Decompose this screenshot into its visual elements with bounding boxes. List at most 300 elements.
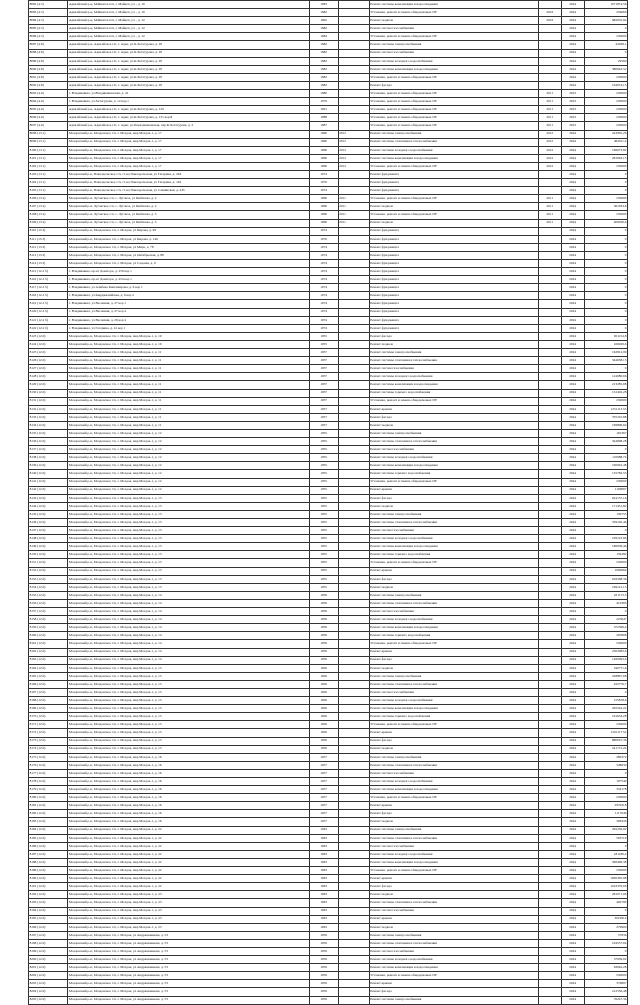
plan-end-year-cell: 2024 — [561, 195, 584, 203]
prior-repair-year-cell — [338, 373, 369, 381]
work-type-cell: Ремонт системы отопления и теплоснабжения — [369, 834, 538, 842]
cost-cell: 0 — [584, 292, 628, 300]
build-year-cell: 1957 — [309, 389, 338, 397]
plan-end-year-cell: 2024 — [561, 187, 584, 195]
plan-start-year-cell — [538, 737, 561, 745]
cost-cell: 230000 — [584, 98, 628, 106]
prior-repair-year-cell — [338, 915, 369, 923]
row-number-cell: 8163 (12.0) — [29, 656, 68, 664]
work-type-cell: Ремонт фундамента — [369, 260, 538, 268]
work-type-cell: Ремонт системы канализации и водоотведения — [369, 462, 538, 470]
plan-end-year-cell: 2023 — [561, 122, 584, 130]
plan-start-year-cell: 2011 — [538, 195, 561, 203]
table-row — [29, 907, 628, 915]
prior-repair-year-cell — [338, 980, 369, 988]
cost-cell: 37639,02 — [584, 956, 628, 964]
row-number-cell: 8153 (12.0) — [29, 575, 68, 583]
plan-start-year-cell — [538, 49, 561, 57]
row-number-cell: 8177 (12.0) — [29, 769, 68, 777]
table-row — [29, 753, 628, 761]
cost-cell: 241715,24 — [584, 745, 628, 753]
cost-cell: 109123,96 — [584, 535, 628, 543]
address-cell: Моздокский р-н, Моздокское г/п, г. Моздок, мкр Моздок-1, д. 12 — [68, 454, 309, 462]
build-year-cell: 1955 — [309, 559, 338, 567]
table-row — [29, 381, 628, 389]
plan-start-year-cell: 2012 — [538, 130, 561, 138]
prior-repair-year-cell — [338, 397, 369, 405]
address-cell: Моздокский р-н, Моздокское г/п, г. Моздок, ул Андрюшенкова, д. 53 — [68, 972, 309, 980]
row-number-cell: 8205 (12.0) — [29, 996, 68, 1004]
plan-start-year-cell: 2011 — [538, 211, 561, 219]
build-year-cell: 1956 — [309, 672, 338, 680]
prior-repair-year-cell — [338, 332, 369, 340]
prior-repair-year-cell — [338, 17, 369, 25]
work-type-cell: Ремонт фасада — [369, 575, 538, 583]
cost-cell: 135782,55 — [584, 470, 628, 478]
prior-repair-year-cell — [338, 49, 369, 57]
cost-cell: 0 — [584, 324, 628, 332]
work-type-cell: Ремонт системы электроснабжения — [369, 753, 538, 761]
build-year-cell: 1955 — [309, 429, 338, 437]
cost-cell: 1023379,06 — [584, 883, 628, 891]
plan-end-year-cell: 2024 — [561, 737, 584, 745]
build-year-cell: 1959 — [309, 972, 338, 980]
table-row — [29, 187, 628, 195]
prior-repair-year-cell — [338, 284, 369, 292]
plan-end-year-cell: 2024 — [561, 923, 584, 931]
plan-end-year-cell: 2024 — [561, 421, 584, 429]
build-year-cell: 1979 — [309, 98, 338, 106]
plan-start-year-cell — [538, 454, 561, 462]
cost-cell: 76247,36 — [584, 996, 628, 1004]
build-year-cell: 1956 — [309, 705, 338, 713]
prior-repair-year-cell: 2011 — [338, 203, 369, 211]
table-row — [29, 640, 628, 648]
build-year-cell: 1956 — [309, 664, 338, 672]
work-type-cell: Ремонт фундамента — [369, 292, 538, 300]
table-row — [29, 421, 628, 429]
row-number-cell: 8187 (12.0) — [29, 850, 68, 858]
table-row — [29, 122, 628, 130]
plan-end-year-cell: 2024 — [561, 632, 584, 640]
plan-end-year-cell: 2024 — [561, 697, 584, 705]
row-number-cell: 8126 (12.0) — [29, 357, 68, 365]
address-cell: Адыгейский р-н, Майкопск п/п, г. Майкоп, ул. , д. 10 — [68, 1, 309, 9]
work-type-cell: Ремонт систем газоснабжения — [369, 769, 538, 777]
plan-end-year-cell: 2024 — [561, 591, 584, 599]
prior-repair-year-cell — [338, 648, 369, 656]
plan-start-year-cell — [538, 429, 561, 437]
table-row — [29, 794, 628, 802]
work-type-cell: Установка, ремонт и замена общедомовых ПУ — [369, 397, 538, 405]
work-type-cell: Ремонт системы канализации и водоотведения — [369, 381, 538, 389]
table-row — [29, 365, 628, 373]
row-number-cell: 8172 (12.0) — [29, 729, 68, 737]
plan-start-year-cell — [538, 802, 561, 810]
build-year-cell: 1960 — [309, 130, 338, 138]
register-table — [28, 0, 628, 1005]
plan-start-year-cell — [538, 535, 561, 543]
plan-start-year-cell — [538, 680, 561, 688]
plan-start-year-cell — [538, 778, 561, 786]
build-year-cell: 1959 — [309, 616, 338, 624]
table-row — [29, 761, 628, 769]
table-row — [29, 349, 628, 357]
plan-start-year-cell — [538, 996, 561, 1004]
cost-cell: 0 — [584, 179, 628, 187]
address-cell: Моздокский р-н, Моздокское г/п, г. Моздок, мкр Моздок-1, д. 15 — [68, 705, 309, 713]
address-cell: Адыгейский р-н, Майкопск п/п, г. Майкоп, ул. , д. 12 — [68, 33, 309, 41]
address-cell: Моздокский р-н, Моздокское г/п, г. Моздок, мкр Моздок-1, д. 10 — [68, 332, 309, 340]
work-type-cell: Ремонт системы отопления и теплоснабжения — [369, 680, 538, 688]
address-cell: Адыгейский р-н, Адыгейское г/п, г. Адыг, ул.К.Хетагурова, д. 95 — [68, 41, 309, 49]
table-row — [29, 875, 628, 883]
build-year-cell: 1982 — [309, 9, 338, 17]
plan-start-year-cell — [538, 179, 561, 187]
address-cell: Моздокский р-н, Моздокское г/п, г. Моздок, мкр Моздок-1, д. 23 — [68, 915, 309, 923]
prior-repair-year-cell — [338, 340, 369, 348]
address-cell: Моздокский р-н, Моздокское г/п, г. Моздок, мкр Моздок-1, д. 23 — [68, 923, 309, 931]
work-type-cell: Установка, ремонт и замена общедомовых ПУ — [369, 9, 538, 17]
work-type-cell: Ремонт системы электроснабжения — [369, 826, 538, 834]
address-cell: Моздокский р-н, Моздокское г/п, г. Моздок, ул Андрюшенкова, д. 53 — [68, 988, 309, 996]
cost-cell: 57636 — [584, 931, 628, 939]
build-year-cell: 1956 — [309, 729, 338, 737]
plan-end-year-cell: 2024 — [561, 721, 584, 729]
row-number-cell: 8136 (12.0) — [29, 438, 68, 446]
row-number-cell: 8157 (12.0) — [29, 608, 68, 616]
work-type-cell: Ремонт системы холодного водоснабжения — [369, 146, 538, 154]
cost-cell: 230000 — [584, 90, 628, 98]
prior-repair-year-cell — [338, 818, 369, 826]
prior-repair-year-cell — [338, 964, 369, 972]
cost-cell: 0 — [584, 260, 628, 268]
work-type-cell: Ремонт системы канализации и водоотведения — [369, 154, 538, 162]
table-row — [29, 49, 628, 57]
plan-end-year-cell: 2024 — [561, 778, 584, 786]
build-year-cell: 1963 — [309, 875, 338, 883]
prior-repair-year-cell — [338, 494, 369, 502]
plan-start-year-cell — [538, 389, 561, 397]
row-number-cell: 8099 (13.1) — [29, 138, 68, 146]
work-type-cell: Ремонт системы горячего водоснабжения — [369, 470, 538, 478]
work-type-cell: Ремонт систем газоснабжения — [369, 907, 538, 915]
row-number-cell: 8100 (13.1) — [29, 146, 68, 154]
prior-repair-year-cell — [338, 753, 369, 761]
build-year-cell: 1959 — [309, 939, 338, 947]
row-number-cell: 8125 (12.0) — [29, 349, 68, 357]
table-row — [29, 850, 628, 858]
plan-end-year-cell: 2024 — [561, 243, 584, 251]
work-type-cell: Ремонт крыши — [369, 915, 538, 923]
row-number-cell: 8094 (4.9) — [29, 98, 68, 106]
address-cell: Моздокский р-н, Моздокское г/п, г. Моздок, мкр Моздок-1, д. 14 — [68, 591, 309, 599]
plan-start-year-cell — [538, 810, 561, 818]
build-year-cell: 1955 — [309, 454, 338, 462]
table-row — [29, 883, 628, 891]
work-type-cell: Ремонт системы холодного водоснабжения — [369, 57, 538, 65]
work-type-cell: Ремонт системы холодного водоснабжения — [369, 850, 538, 858]
cost-cell: 29560 — [584, 57, 628, 65]
plan-end-year-cell: 2024 — [561, 486, 584, 494]
cost-cell: 159755 — [584, 510, 628, 518]
plan-start-year-cell — [538, 599, 561, 607]
cost-cell: 230000 — [584, 397, 628, 405]
build-year-cell: 1982 — [309, 41, 338, 49]
address-cell: Моздокский р-н, Моздокское г/п, г. Моздок, мкр Моздок-1, д. 17 — [68, 146, 309, 154]
work-type-cell: Установка, ремонт и замена общедомовых ПУ — [369, 867, 538, 875]
cost-cell: 265256,92 — [584, 826, 628, 834]
prior-repair-year-cell — [338, 956, 369, 964]
row-number-cell: 8113 (13.3) — [29, 251, 68, 259]
work-type-cell: Ремонт системы отопления и теплоснабжения — [369, 599, 538, 607]
table-row — [29, 802, 628, 810]
build-year-cell: 1982 — [309, 57, 338, 65]
plan-start-year-cell — [538, 243, 561, 251]
build-year-cell: 1959 — [309, 648, 338, 656]
build-year-cell: 1982 — [309, 49, 338, 57]
plan-start-year-cell — [538, 170, 561, 178]
plan-end-year-cell: 2024 — [561, 73, 584, 81]
plan-start-year-cell — [538, 624, 561, 632]
build-year-cell: 1960 — [309, 219, 338, 227]
cost-cell: 197540 — [584, 778, 628, 786]
plan-start-year-cell — [538, 769, 561, 777]
plan-start-year-cell — [538, 923, 561, 931]
plan-end-year-cell: 2024 — [561, 939, 584, 947]
table-row — [29, 494, 628, 502]
address-cell: Моздокский р-н, Моздокское г/п, г. Моздок, мкр Моздок-1, д. 15 — [68, 721, 309, 729]
table-row — [29, 713, 628, 721]
build-year-cell: 1982 — [309, 73, 338, 81]
work-type-cell: Ремонт системы холодного водоснабжения — [369, 535, 538, 543]
prior-repair-year-cell — [338, 672, 369, 680]
cost-cell: 334178 — [584, 786, 628, 794]
build-year-cell: 1955 — [309, 567, 338, 575]
build-year-cell: 1957 — [309, 818, 338, 826]
row-number-cell: 8154 (12.0) — [29, 583, 68, 591]
build-year-cell: 1955 — [309, 575, 338, 583]
address-cell: Моздокский р-н, Моздокское г/п, г. Моздок, мкр Моздок-1, д. 12 — [68, 438, 309, 446]
work-type-cell: Ремонт системы горячего водоснабжения — [369, 389, 538, 397]
work-type-cell: Ремонт системы канализации и водоотведения — [369, 65, 538, 73]
plan-end-year-cell: 2024 — [561, 527, 584, 535]
table-row — [29, 519, 628, 527]
build-year-cell: 1992 — [309, 17, 338, 25]
table-row — [29, 737, 628, 745]
address-cell: Моздокский р-н, Моздокское г/п, г. Моздок, мкр Моздок-1, д. 13 — [68, 527, 309, 535]
work-type-cell: Ремонт системы канализации и водоотведения — [369, 624, 538, 632]
prior-repair-year-cell — [338, 486, 369, 494]
prior-repair-year-cell — [338, 931, 369, 939]
table-row — [29, 478, 628, 486]
cost-cell: 0 — [584, 243, 628, 251]
address-cell: г. Владикавказ, ул.Хетагурова, д. 12 кор.1 — [68, 98, 309, 106]
address-cell: Моздокский р-н, Моздокское г/п, г. Моздок, мкр Моздок-1, д. 13 — [68, 575, 309, 583]
table-row — [29, 81, 628, 89]
plan-start-year-cell: 2023 — [538, 17, 561, 25]
plan-start-year-cell — [538, 381, 561, 389]
prior-repair-year-cell — [338, 446, 369, 454]
prior-repair-year-cell — [338, 858, 369, 866]
plan-start-year-cell — [538, 575, 561, 583]
cost-cell: 221173,3 — [584, 591, 628, 599]
address-cell: Моздокский р-н, Павлодольское с/п, ст-ца Павлодольская, ул Гагарина, д. 194 — [68, 179, 309, 187]
cost-cell: 230000 — [584, 721, 628, 729]
table-row — [29, 826, 628, 834]
cost-cell: 344638,15 — [584, 357, 628, 365]
plan-end-year-cell: 2024 — [561, 308, 584, 316]
table-row — [29, 65, 628, 73]
plan-end-year-cell: 2024 — [561, 899, 584, 907]
plan-end-year-cell: 2024 — [561, 179, 584, 187]
build-year-cell: 1956 — [309, 688, 338, 696]
address-cell: Моздокский р-н, Моздокское г/п, г. Моздок, мкр Моздок-1, д. 13 — [68, 559, 309, 567]
row-number-cell: 8199 (12.0) — [29, 947, 68, 955]
table-row — [29, 964, 628, 972]
work-type-cell: Ремонт системы отопления и теплоснабжения — [369, 138, 538, 146]
address-cell: Моздокский р-н, Моздокское г/п, г. Моздок, мкр Моздок-1, д. 11 — [68, 373, 309, 381]
build-year-cell: 1960 — [309, 146, 338, 154]
build-year-cell: 1982 — [309, 65, 338, 73]
table-row — [29, 527, 628, 535]
plan-end-year-cell: 2024 — [561, 753, 584, 761]
work-type-cell: Установка, ремонт и замена общедомовых ПУ — [369, 114, 538, 122]
cost-cell: 344698,28 — [584, 438, 628, 446]
plan-end-year-cell: 2024 — [561, 9, 584, 17]
cost-cell: 63662,28 — [584, 964, 628, 972]
prior-repair-year-cell — [338, 519, 369, 527]
prior-repair-year-cell — [338, 923, 369, 931]
row-number-cell: 8088 (4.8) — [29, 49, 68, 57]
work-type-cell: Ремонт системы электроснабжения — [369, 130, 538, 138]
cost-cell: 0 — [584, 769, 628, 777]
address-cell: Моздокский р-н, Моздокское г/п, г. Моздок, мкр Моздок-1, д. 11 — [68, 413, 309, 421]
cost-cell: 230000 — [584, 867, 628, 875]
plan-end-year-cell: 2024 — [561, 575, 584, 583]
table-row — [29, 308, 628, 316]
cost-cell: 124080,66 — [584, 373, 628, 381]
plan-end-year-cell: 2024 — [561, 17, 584, 25]
plan-start-year-cell — [538, 745, 561, 753]
build-year-cell: 1955 — [309, 543, 338, 551]
plan-start-year-cell — [538, 842, 561, 850]
build-year-cell: 1959 — [309, 996, 338, 1004]
row-number-cell: 8102 (13.1) — [29, 162, 68, 170]
work-type-cell: Ремонт системы канализации и водоотведения — [369, 705, 538, 713]
row-number-cell: 8119 (12.2 б) — [29, 300, 68, 308]
address-cell: Моздокский р-н, Моздокское г/п, г. Моздок, мкр Моздок-1, д. 22 — [68, 858, 309, 866]
row-number-cell: 8127 (12.0) — [29, 365, 68, 373]
row-number-cell: 8194 (12.0) — [29, 907, 68, 915]
prior-repair-year-cell — [338, 300, 369, 308]
row-number-cell: 8084 (4.5) — [29, 17, 68, 25]
plan-start-year-cell — [538, 931, 561, 939]
plan-end-year-cell: 2024 — [561, 130, 584, 138]
address-cell: Моздокский р-н, Моздокское г/п, г. Моздок, мкр Моздок-1, д. 14 — [68, 608, 309, 616]
plan-start-year-cell — [538, 527, 561, 535]
work-type-cell: Ремонт системы горячего водоснабжения — [369, 632, 538, 640]
plan-start-year-cell — [538, 632, 561, 640]
table-row — [29, 98, 628, 106]
row-number-cell: 8184 (12.0) — [29, 826, 68, 834]
prior-repair-year-cell — [338, 227, 369, 235]
plan-start-year-cell — [538, 591, 561, 599]
plan-start-year-cell — [538, 972, 561, 980]
address-cell: Моздокский р-н, Моздокское г/п, г. Моздок, мкр Моздок-1, д. 17 — [68, 154, 309, 162]
table-row — [29, 170, 628, 178]
build-year-cell: 1982 — [309, 81, 338, 89]
address-cell: Адыгейский р-н, Адыгейское г/п, г. Адыг, ул.К.Хетагурова, д. 95 — [68, 57, 309, 65]
row-number-cell: 8191 (12.0) — [29, 883, 68, 891]
plan-start-year-cell — [538, 567, 561, 575]
address-cell: Адыгейский р-н, Адыгейское г/п, г. Адыг, ул.К.Хетагурова, д. 95 — [68, 49, 309, 57]
row-number-cell: 8178 (12.0) — [29, 778, 68, 786]
plan-end-year-cell: 2024 — [561, 761, 584, 769]
address-cell: Моздокский р-н, Павлодольское с/п, ст-ца Павлодольская, ул Славянская, д. 245 — [68, 187, 309, 195]
table-row — [29, 203, 628, 211]
prior-repair-year-cell — [338, 122, 369, 130]
plan-start-year-cell — [538, 899, 561, 907]
plan-start-year-cell — [538, 858, 561, 866]
address-cell: Моздокский р-н, Моздокское г/п, г. Моздок, мкр Моздок-1, д. 12 — [68, 478, 309, 486]
work-type-cell: Установка, ремонт и замена общедомовых ПУ — [369, 98, 538, 106]
work-type-cell: Установка, ремонт и замена общедомовых ПУ — [369, 972, 538, 980]
table-row — [29, 939, 628, 947]
plan-start-year-cell — [538, 65, 561, 73]
plan-start-year-cell — [538, 875, 561, 883]
row-number-cell: 8104 (13.1) — [29, 179, 68, 187]
table-row — [29, 535, 628, 543]
plan-end-year-cell: 2024 — [561, 332, 584, 340]
build-year-cell: 1955 — [309, 551, 338, 559]
table-row — [29, 438, 628, 446]
plan-start-year-cell — [538, 502, 561, 510]
build-year-cell: 1974 — [309, 316, 338, 324]
address-cell: Моздокский р-н, Моздокское г/п, г. Моздок, ул Андрюшенкова, д. 53 — [68, 996, 309, 1004]
row-number-cell: 8186 (12.0) — [29, 842, 68, 850]
prior-repair-year-cell — [338, 90, 369, 98]
table-row — [29, 340, 628, 348]
cost-cell: 230000 — [584, 211, 628, 219]
cost-cell: 230000 — [584, 33, 628, 41]
row-number-cell: 8195 (12.0) — [29, 915, 68, 923]
row-number-cell: 8103 (13.1) — [29, 170, 68, 178]
work-type-cell: Ремонт подвала — [369, 923, 538, 931]
prior-repair-year-cell — [338, 834, 369, 842]
build-year-cell: 1956 — [309, 713, 338, 721]
table-row — [29, 599, 628, 607]
plan-start-year-cell — [538, 300, 561, 308]
address-cell: Моздокский р-н, Моздокское г/п, г. Моздок, ул Андрюшенкова, д. 53 — [68, 964, 309, 972]
prior-repair-year-cell — [338, 988, 369, 996]
work-type-cell: Ремонт фасада — [369, 656, 538, 664]
work-type-cell: Ремонт систем газоснабжения — [369, 842, 538, 850]
prior-repair-year-cell: 2012 — [338, 138, 369, 146]
work-type-cell: Ремонт фасада — [369, 988, 538, 996]
prior-repair-year-cell — [338, 170, 369, 178]
cost-cell: 339192,46 — [584, 519, 628, 527]
plan-start-year-cell — [538, 713, 561, 721]
prior-repair-year-cell — [338, 98, 369, 106]
row-number-cell: 8082 (4.5) — [29, 1, 68, 9]
table-row — [29, 980, 628, 988]
address-cell: Моздокский р-н, Моздокское г/п, г. Моздок, мкр Моздок-1, д. 23 — [68, 899, 309, 907]
plan-end-year-cell: 2024 — [561, 826, 584, 834]
table-row — [29, 559, 628, 567]
prior-repair-year-cell — [338, 324, 369, 332]
plan-start-year-cell — [538, 251, 561, 259]
